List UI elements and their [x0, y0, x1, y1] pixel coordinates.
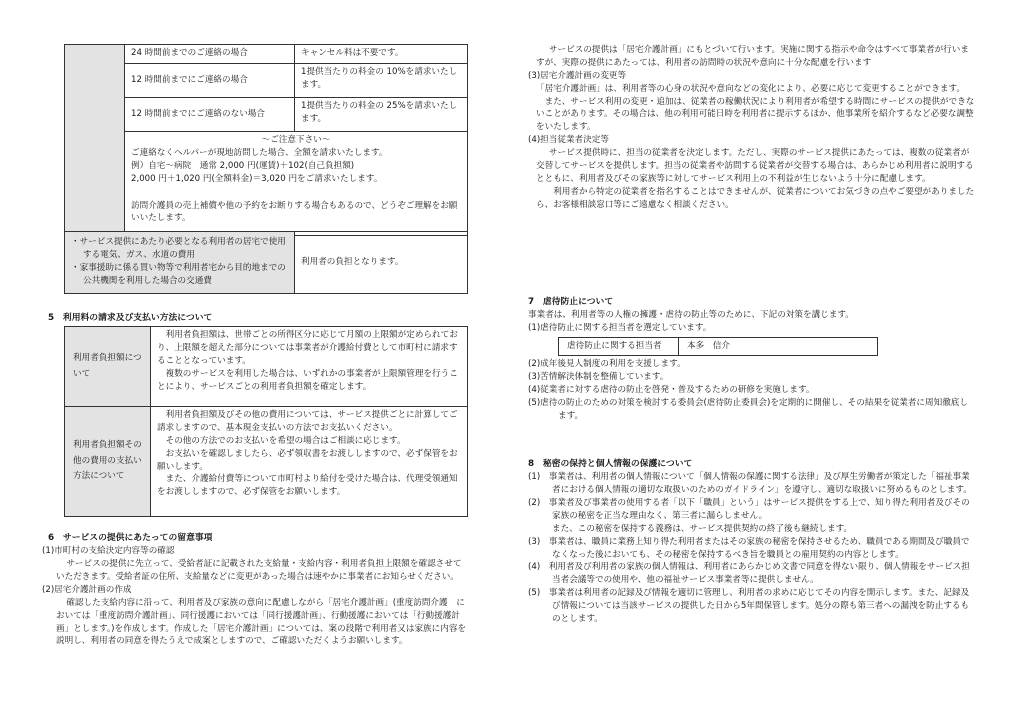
notice-line: ご連絡なくヘルパーが現地訪問した場合、全額を請求いたします。: [131, 147, 388, 158]
section-6: [42, 532, 470, 648]
table-row: [65, 407, 468, 517]
table-row: [65, 45, 468, 64]
notice-line: 2,000 円＋1,020 円(全額料金)＝3,020 円をご請求いたします。: [131, 173, 383, 184]
cancel-fee-cell: 1提供当たりの料金の 10%を請求いたします。: [295, 64, 468, 98]
cancellation-table: [64, 44, 468, 236]
payment-body-cell: [151, 327, 468, 407]
section-6-title: 6 サービスの提供にあたっての留意事項: [48, 533, 213, 543]
table-row: [559, 337, 878, 355]
cancel-when-cell: 24 時間前までのご連絡の場合: [125, 45, 295, 64]
table-row: [65, 327, 468, 407]
paragraph: 「居宅介護計画」は、利用者等の心身の状況や意向などの変化により、必要に応じて変更することができます。: [536, 83, 966, 94]
notice-title: ～ご注意下さい～: [261, 135, 331, 145]
burden-item: ・家事援助に係る買い物等で利用者宅から目的地までの公共機関を利用した場合の交通費: [71, 262, 286, 286]
cancel-when-cell: 12 時間前までにご連絡のない場合: [125, 98, 295, 132]
list-item: (1)虐待防止に関する担当者を選定しています。: [528, 323, 712, 334]
section-8: [528, 458, 976, 626]
cancel-when-cell: 12 時間前までにご連絡の場合: [125, 64, 295, 98]
payment-para: 利用者負担額及びその他の費用については、サービス提供ごとに計算してご請求しますので、基本現金支払いの方法でお支払いください。: [157, 410, 458, 433]
sub-title: (2)居宅介護計画の作成: [42, 584, 132, 595]
list-item: (3)苦情解決体制を整備しています。: [528, 371, 669, 382]
table-row: [65, 232, 468, 294]
paragraph: サービスの提供に先立って、受給者証に記載された支給量・支給内容・利用者負担上限額を確認させていただきます。受給者証の住所、支給量などに変更があった場合は速やかに事業者にお知らせください。: [56, 559, 462, 582]
cancel-fee-cell: 1提供当たりの料金の 25%を請求いたします。: [295, 98, 468, 132]
payment-body-cell: [151, 407, 468, 517]
list-item: (4) 利用者及び利用者の家族の個人情報は、利用者にあらかじめ文書で同意を得ない限り、個人情報をサービス担当者会議等での使用や、他の福祉サービス事業者等に提供しません。: [528, 562, 970, 586]
table-row: [65, 132, 468, 236]
section-8-title: 8 秘密の保持と個人情報の保護について: [528, 459, 693, 469]
list-item: (4)従業者に対する虐待の防止を啓発・普及するための研修を実施します。: [528, 384, 815, 395]
section-5-title: 5 利用料の請求及び支払い方法について: [48, 313, 213, 323]
shaded-left-cell: [65, 45, 125, 236]
abuse-officer-table: [558, 337, 878, 356]
payment-para: お支払いを確認しましたら、必ず領収書をお渡ししますので、必ず保管をお願いします。: [157, 448, 458, 472]
burden-value-cell: 利用者の負担となります。: [295, 232, 468, 294]
payment-para: 複数のサービスを利用した場合は、いずれかの事業者が上限額管理を行うことにより、サービスごとの利用者負担額を確定します。: [157, 368, 458, 392]
list-item: (1) 事業者は、利用者の個人情報について「個人情報の保護に関する法律」及び厚生労働者が策定した「福祉事業者における個人情報の適切な取扱いのためのガイドライン」を遵守し、適切な取扱いに努めるものとします。: [528, 472, 972, 496]
officer-label-cell: 虐待防止に関する担当者: [559, 337, 679, 355]
paragraph: サービスの提供は「居宅介護計画」にもとづいて行います。実施に関する指示や命令はすべて事業者が行いますが、実際の提供にあたっては、利用者の訪問時の状況や意向に十分な配慮を行います: [536, 45, 969, 68]
paragraph: 事業者は、利用者等の人権の擁護・虐待の防止等のために、下記の対策を講じます。: [528, 310, 854, 321]
section-7: [528, 296, 976, 422]
list-item: (2) 事業者及び事業者の使用する者「以下「職員」という」はサービス提供をする上で、知り得た利用者及びその家族の秘密を正当な理由なく、第三者に漏らしません。: [528, 497, 970, 521]
paragraph: 利用者から特定の従業者を指名することはできませんが、従業者についてお気づきの点やご要望がありましたら、お客様相談窓口等にご遠慮なく相談ください。: [536, 186, 975, 210]
paragraph: また、この秘密を保持する義務は、サービス提供契約の終了後も継続します。: [552, 523, 853, 534]
paragraph: また、サービス利用の変更・追加は、従業者の稼働状況により利用者が希望する時間にサービスの提供ができないことがあります。その場合は、他の利用可能日時を利用者に提示するほか、他事業所を紹介するなど必要な調整をいたします。: [536, 96, 975, 133]
list-item: (5) 事業者は利用者の記録及び情報を適切に管理し、利用者の求めに応じてその内容を開示します。また、記録及び情報については当該サービスの提供した日から5年間保管します。処分の際も第三者への漏洩を防止するものとします。: [528, 588, 970, 624]
cancel-fee-cell: キャンセル料は不要です。: [295, 45, 468, 64]
list-item: (2)成年後見人制度の利用を支援します。: [528, 358, 686, 369]
section-7-title: 7 虐待防止について: [528, 297, 614, 307]
paragraph: 確認した支給内容に沿って、利用者及び家族の意向に配慮しながら「居宅介護計画」(重度訪問介護 においては「重度訪問介護計画」、同行援護においては「同行援護計画」、行動援護においては「行動援護計画」とします。)を作成します。作成した「居宅介護計画」については、案の段階で利用者又は家族に内容を説明し、利用者の同意を得たうえで成案としますので、ご確認いただくようお願いします。: [56, 597, 467, 647]
sub-title: (4)担当従業者決定等: [528, 135, 609, 146]
payment-head-cell: 利用者負担額について: [65, 327, 151, 407]
list-item: (3) 事業者は、職員に業務上知り得た利用者またはその家族の秘密を保持させるため、職員である期間及び職員でなくなった後においても、その秘密を保持するべき旨を職員との雇用契約の内容とします。: [528, 536, 970, 560]
table-row: [65, 64, 468, 98]
burden-items-cell: [65, 232, 295, 294]
notice-cell: [125, 132, 468, 236]
paragraph: サービス提供時に、担当の従業者を決定します。ただし、実際のサービス提供にあたっては、複数の従業者が交替してサービスを提供します。担当の従業者や訪問する従業者が交替する場合は、あらかじめ利用者に説明するとともに、利用者及びその家族等に対してサービス利用上の不利益が生じないよう十分に配慮します。: [536, 148, 974, 184]
list-item: (5)虐待の防止のための対策を検討する委員会(虐待防止委員会)を定期的に開催し、その結果を従業者に周知徹底します。: [528, 397, 968, 421]
sub-title: (1)市町村の支給決定内容等の確認: [42, 546, 175, 557]
sub-title: (3)居宅介護計画の変更等: [528, 70, 627, 81]
burden-table: [64, 231, 468, 294]
officer-name-cell: 本多 信介: [679, 337, 878, 355]
notice-line: 例）自宅～病院 通常 2,000 円(運賃)＋102(自己負担額): [131, 160, 355, 171]
burden-item: ・サービス提供にあたり必要となる利用者の居宅で使用する電気、ガス、水道の費用: [71, 237, 286, 260]
payment-table: [64, 326, 468, 517]
payment-head-cell: 利用者負担額その他の費用の支払い方法について: [65, 407, 151, 517]
table-row: [65, 98, 468, 132]
notice-extra: 訪問介護員の売上補償や他の予約をお断りする場合もあるので、どうぞご理解をお願いいたします。: [131, 200, 458, 224]
payment-para: その他の方法でのお支払いを希望の場合はご相談に応じます。: [165, 435, 406, 446]
payment-para: また、介護給付費等について市町村より給付を受けた場合は、代理受領通知をお渡ししますので、必ず保管をお願いします。: [157, 474, 458, 498]
payment-para: 利用者負担額は、世帯ごとの所得区分に応じて月額の上限額が定められており、上限額を超えた部分については事業者が介護給付費として市町村に請求することとなっています。: [157, 330, 458, 366]
